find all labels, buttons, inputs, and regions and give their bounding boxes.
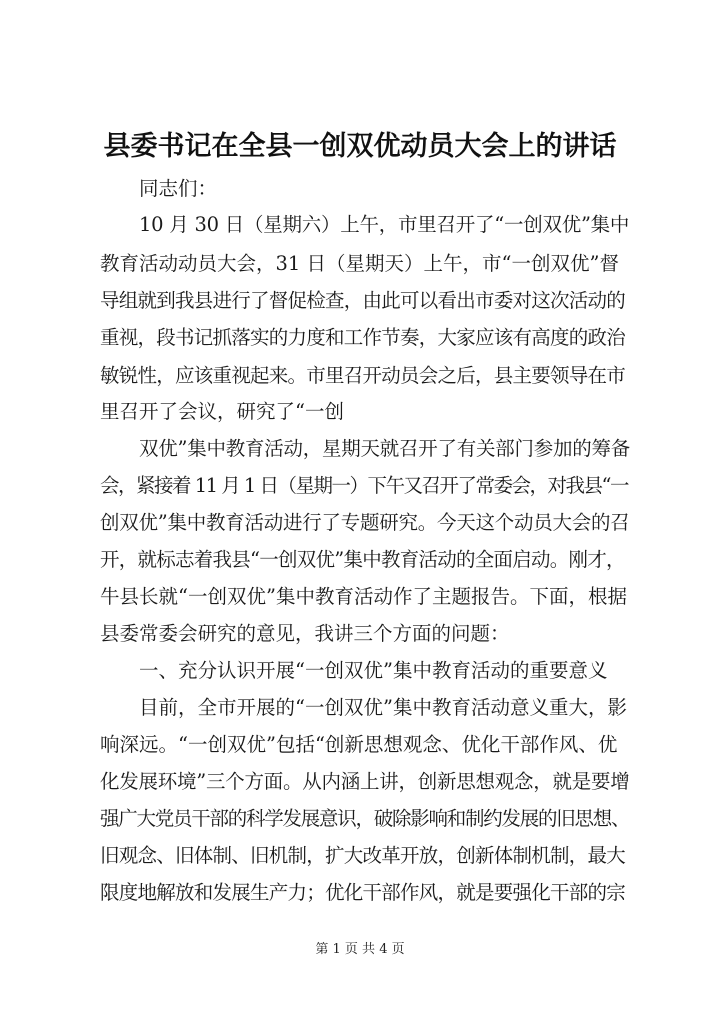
body-line: 开，就标志着我县“一创双优”集中教育活动的全面启动。刚才， [100,548,625,571]
body-line: 教育活动动员大会，31 日（星期天）上午，市“一创双优”督 [100,252,619,275]
body-line: 强广大党员干部的科学发展意识，破除影响和制约发展的旧思想、 [100,807,630,830]
body-line: 双优”集中教育活动，星期天就召开了有关部门参加的筹备 [139,437,630,460]
body-line: 目前，全市开展的“一创双优”集中教育活动意义重大，影 [139,696,627,719]
body-line: 里召开了会议，研究了“一创 [100,400,344,423]
body-line: 会，紧接着 11 月 1 日（星期一）下午又召开了常委会，对我县“一 [100,474,628,497]
document-title: 县委书记在全县一创双优动员大会上的讲话 [103,131,617,162]
body-line: 10 月 30 日（星期六）上午，市里召开了“一创双优”集中 [139,213,630,236]
body-line: 旧观念、旧体制、旧机制，扩大改革开放，创新体制机制，最大 [100,844,626,867]
body-line: 限度地解放和发展生产力；优化干部作风，就是要强化干部的宗 [100,881,626,904]
body-line: 重视，段书记抓落实的力度和工作节奏，大家应该有高度的政治 [100,326,626,349]
section-heading: 一、充分认识开展“一创双优”集中教育活动的重要意义 [139,659,608,682]
salutation: 同志们： [139,177,218,200]
body-line: 化发展环境”三个方面。从内涵上讲，创新思想观念，就是要增 [100,770,630,793]
body-line: 牛县长就“一创双优”集中教育活动作了主题报告。下面，根据 [100,585,627,608]
page-number: 第 1 页 共 4 页 [315,942,405,957]
body-line: 敏锐性，应该重视起来。市里召开动员会之后，县主要领导在市 [100,364,626,387]
body-line: 创双优”集中教育活动进行了专题研究。今天这个动员大会的召 [100,511,630,534]
body-line: 响深远。“一创双优”包括“创新思想观念、优化干部作风、优 [100,733,618,756]
body-line: 县委常委会研究的意见，我讲三个方面的问题： [100,622,510,645]
body-line: 导组就到我县进行了督促检查，由此可以看出市委对这次活动的 [100,289,626,312]
